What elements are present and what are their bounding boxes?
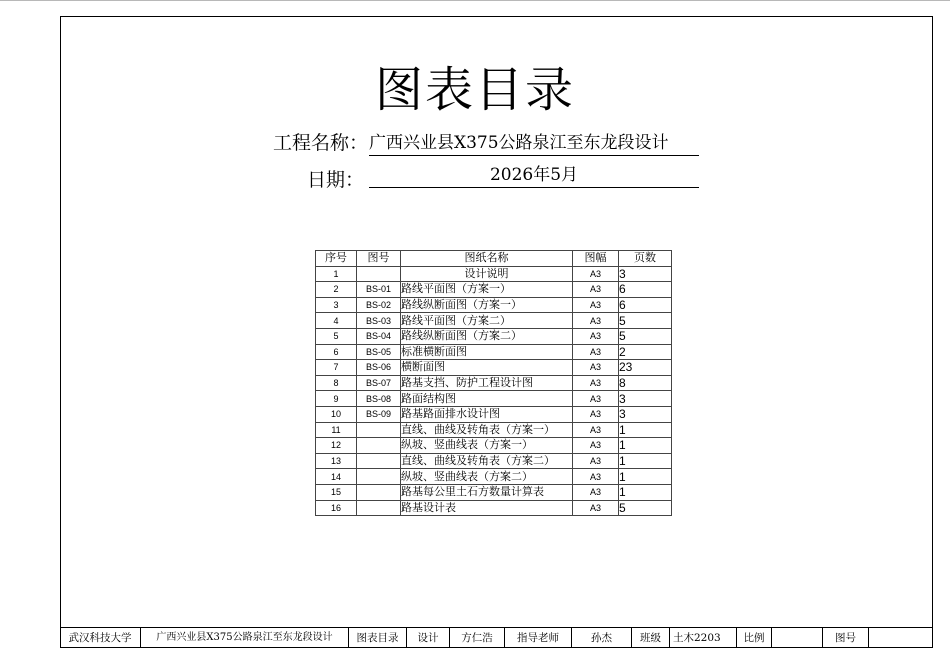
row-drawing-name: 路基支挡、防护工程设计图 (401, 375, 573, 391)
row-page-count: 8 (619, 375, 672, 391)
table-row (316, 266, 672, 282)
table-row (316, 422, 672, 438)
row-page-count: 2 (619, 344, 672, 360)
row-drawing-name: 路基路面排水设计图 (401, 406, 573, 422)
row-drawing-name: 纵坡、竖曲线表（方案二） (401, 469, 573, 485)
row-number: 16 (316, 500, 357, 516)
row-drawing-name: 标准横断面图 (401, 344, 573, 360)
row-sheet-size: A3 (573, 344, 619, 360)
row-page-count: 1 (619, 453, 672, 469)
header-size: 图幅 (573, 251, 619, 267)
row-drawing-code: BS-04 (357, 328, 401, 344)
row-drawing-name: 纵坡、竖曲线表（方案一） (401, 438, 573, 454)
row-number: 9 (316, 391, 357, 407)
row-page-count: 5 (619, 313, 672, 329)
row-number: 7 (316, 360, 357, 376)
row-page-count: 3 (619, 391, 672, 407)
row-drawing-name: 路线平面图（方案二） (401, 313, 573, 329)
row-number: 13 (316, 453, 357, 469)
row-number: 1 (316, 266, 357, 282)
tb-advisor: 孙杰 (572, 628, 632, 648)
row-drawing-code: BS-03 (357, 313, 401, 329)
tb-sheet-value (869, 628, 933, 648)
row-drawing-code: BS-05 (357, 344, 401, 360)
row-sheet-size: A3 (573, 469, 619, 485)
tb-drawing-title: 图表目录 (349, 628, 407, 648)
table-header-row (316, 251, 672, 267)
tb-class-label: 班级 (632, 628, 670, 648)
row-sheet-size: A3 (573, 438, 619, 454)
header-code: 图号 (357, 251, 401, 267)
row-drawing-code (357, 266, 401, 282)
date-label: 日期： (307, 169, 365, 191)
row-drawing-name: 路基设计表 (401, 500, 573, 516)
row-number: 6 (316, 344, 357, 360)
row-number: 2 (316, 282, 357, 298)
table-row (316, 500, 672, 516)
row-drawing-code: BS-02 (357, 297, 401, 313)
tb-class-value: 土木2203 (670, 628, 737, 648)
row-number: 14 (316, 469, 357, 485)
row-sheet-size: A3 (573, 391, 619, 407)
row-drawing-name: 路面结构图 (401, 391, 573, 407)
row-sheet-size: A3 (573, 266, 619, 282)
header-name: 图纸名称 (401, 251, 573, 267)
row-drawing-name: 路线纵断面图（方案二） (401, 328, 573, 344)
row-sheet-size: A3 (573, 313, 619, 329)
table-row (316, 391, 672, 407)
table-row (316, 484, 672, 500)
row-drawing-code (357, 500, 401, 516)
tb-advisor-label: 指导老师 (505, 628, 572, 648)
tb-scale-value (772, 628, 823, 648)
table-row (316, 453, 672, 469)
row-page-count: 1 (619, 469, 672, 485)
title-block (60, 627, 933, 648)
row-page-count: 5 (619, 500, 672, 516)
row-page-count: 3 (619, 266, 672, 282)
row-number: 4 (316, 313, 357, 329)
row-drawing-name: 路线平面图（方案一） (401, 282, 573, 298)
row-page-count: 3 (619, 406, 672, 422)
tb-sheet-label: 图号 (823, 628, 869, 648)
row-page-count: 1 (619, 438, 672, 454)
row-drawing-name: 路线纵断面图（方案一） (401, 297, 573, 313)
row-page-count: 5 (619, 328, 672, 344)
project-name-value: 广西兴业县X375公路泉江至东龙段设计 (369, 131, 699, 156)
header-no: 序号 (316, 251, 357, 267)
tb-design-label: 设计 (407, 628, 450, 648)
row-number: 10 (316, 406, 357, 422)
table-row (316, 313, 672, 329)
table-row (316, 375, 672, 391)
row-number: 3 (316, 297, 357, 313)
table-row (316, 328, 672, 344)
tb-school: 武汉科技大学 (60, 628, 141, 648)
row-drawing-code (357, 469, 401, 485)
row-number: 5 (316, 328, 357, 344)
top-border-line (0, 0, 950, 1)
row-drawing-code: BS-08 (357, 391, 401, 407)
table-row (316, 344, 672, 360)
row-page-count: 23 (619, 360, 672, 376)
row-drawing-code: BS-06 (357, 360, 401, 376)
row-drawing-name: 路基每公里土石方数量计算表 (401, 484, 573, 500)
tb-project: 广西兴业县X375公路泉江至东龙段设计 (141, 628, 349, 648)
row-sheet-size: A3 (573, 360, 619, 376)
row-sheet-size: A3 (573, 406, 619, 422)
table-row (316, 297, 672, 313)
row-sheet-size: A3 (573, 484, 619, 500)
row-drawing-code (357, 422, 401, 438)
row-drawing-code (357, 484, 401, 500)
tb-designer: 方仁浩 (450, 628, 505, 648)
row-drawing-name: 设计说明 (401, 266, 573, 282)
row-sheet-size: A3 (573, 375, 619, 391)
row-drawing-code (357, 438, 401, 454)
table-row (316, 438, 672, 454)
project-name-label: 工程名称： (273, 132, 369, 154)
row-sheet-size: A3 (573, 422, 619, 438)
row-number: 12 (316, 438, 357, 454)
drawing-catalog-table (315, 250, 672, 516)
row-sheet-size: A3 (573, 500, 619, 516)
row-page-count: 1 (619, 484, 672, 500)
row-page-count: 6 (619, 282, 672, 298)
row-drawing-code: BS-09 (357, 406, 401, 422)
row-sheet-size: A3 (573, 453, 619, 469)
row-sheet-size: A3 (573, 297, 619, 313)
table-row (316, 406, 672, 422)
date-value: 2026年5月 (369, 163, 699, 188)
row-sheet-size: A3 (573, 282, 619, 298)
row-number: 8 (316, 375, 357, 391)
row-drawing-name: 横断面图 (401, 360, 573, 376)
row-drawing-name: 直线、曲线及转角表（方案一） (401, 422, 573, 438)
row-drawing-name: 直线、曲线及转角表（方案二） (401, 453, 573, 469)
table-row (316, 360, 672, 376)
row-page-count: 1 (619, 422, 672, 438)
table-row (316, 282, 672, 298)
row-drawing-code: BS-07 (357, 375, 401, 391)
tb-scale-label: 比例 (737, 628, 772, 648)
header-pages: 页数 (619, 251, 672, 267)
table-row (316, 469, 672, 485)
page-title: 图表目录 (374, 62, 575, 118)
row-sheet-size: A3 (573, 328, 619, 344)
row-number: 15 (316, 484, 357, 500)
row-page-count: 6 (619, 297, 672, 313)
row-number: 11 (316, 422, 357, 438)
row-drawing-code: BS-01 (357, 282, 401, 298)
row-drawing-code (357, 453, 401, 469)
